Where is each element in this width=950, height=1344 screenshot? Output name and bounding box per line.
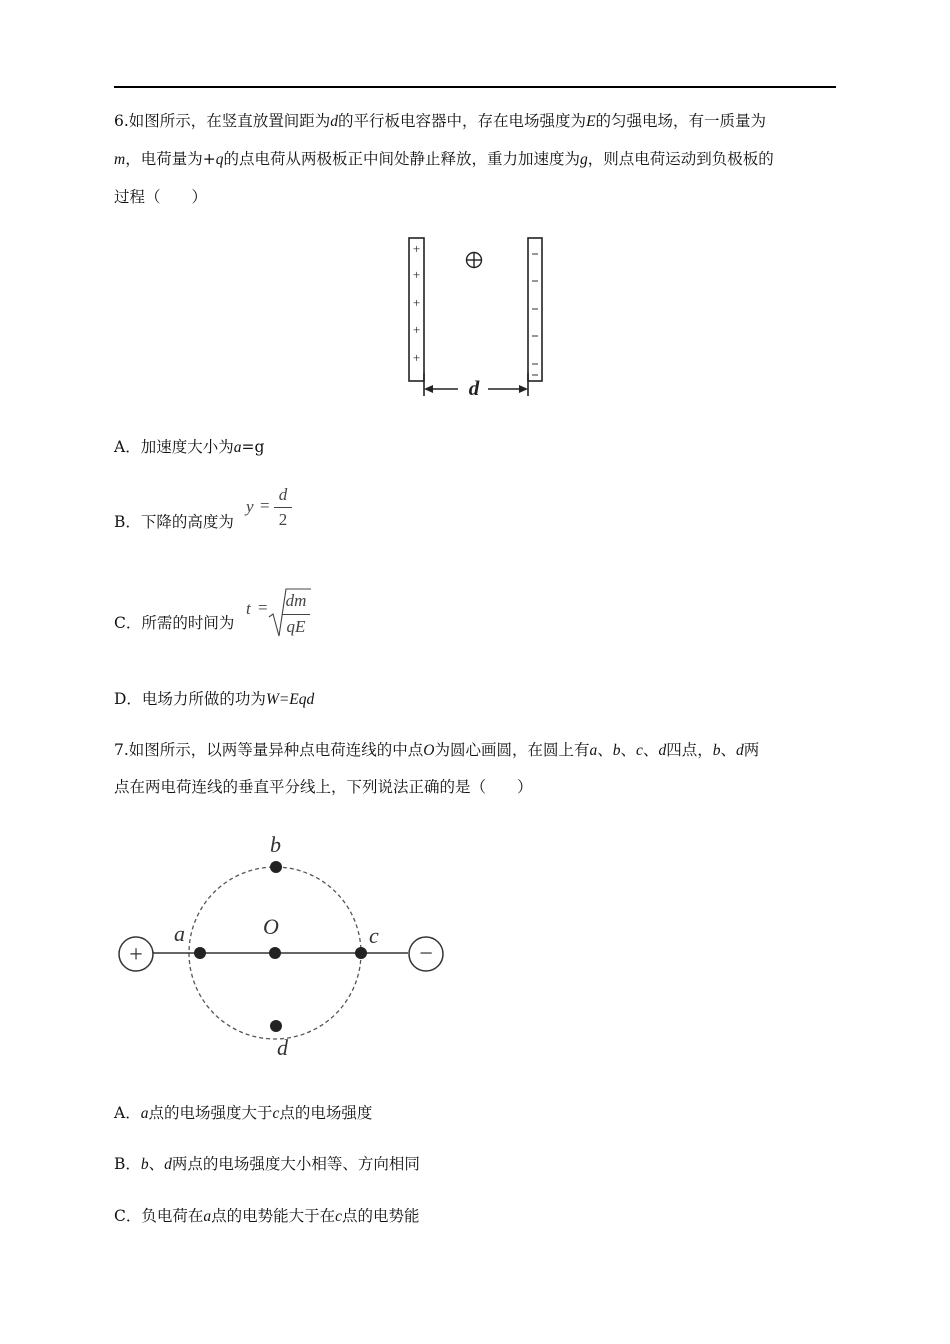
point-a xyxy=(194,947,206,959)
option-text: B． xyxy=(114,1155,141,1173)
q6-option-d xyxy=(114,689,314,710)
point-b xyxy=(270,861,282,873)
option-math: W=Eqd xyxy=(265,691,315,708)
q7-text: 点在两电荷连线的垂直平分线上，下列说法正确的是（ ） xyxy=(114,778,533,796)
var-a: a xyxy=(233,439,242,456)
point-d xyxy=(270,1020,282,1032)
option-text: 、 xyxy=(148,1155,165,1173)
b-denominator: 2 xyxy=(278,510,288,529)
q6-text: 6.如图所示，在竖直放置间距为 xyxy=(114,112,331,130)
q6-text: 的点电荷从两极板正中间处静止释放，重力加速度为 xyxy=(223,150,580,168)
option-text: A．加速度大小为 xyxy=(114,438,234,456)
point-O xyxy=(269,947,281,959)
positive-charge xyxy=(119,937,153,971)
label-d: d xyxy=(277,1035,288,1060)
q7-text: 、 xyxy=(620,741,637,759)
c-eq: = xyxy=(258,598,268,617)
option-text: 两点的电场强度大小相等、方向相同 xyxy=(171,1155,420,1173)
c-denominator: qE xyxy=(286,617,306,636)
q7-text: 7.如图所示，以两等量异种点电荷连线的中点 xyxy=(114,741,424,759)
option-text: B．下降的高度为 xyxy=(114,513,234,531)
label-b: b xyxy=(270,832,281,857)
var-d: d xyxy=(164,1156,172,1173)
var-c: c xyxy=(636,742,643,759)
capacitor-figure xyxy=(400,230,560,402)
option-text: D．电场力所做的功为 xyxy=(114,690,266,708)
var-a: a xyxy=(589,742,598,759)
var-O: O xyxy=(423,742,435,759)
var-d: d xyxy=(330,113,339,130)
c-lhs: t xyxy=(246,599,251,618)
dipole-circle-figure xyxy=(112,830,452,1062)
svg-text:+: + xyxy=(129,942,143,968)
q7-option-a xyxy=(114,1103,372,1124)
plus-sign: + xyxy=(412,241,421,256)
option-math: =g xyxy=(241,438,265,456)
q6-text: 的匀强电场，有一质量为 xyxy=(595,112,767,130)
q6-text: ，则点电荷运动到负极板的 xyxy=(587,150,774,168)
label-a: a xyxy=(174,921,185,946)
var-a: a xyxy=(203,1208,212,1225)
q6-stem-line1 xyxy=(114,111,766,132)
label-c: c xyxy=(369,923,379,948)
b-fraction-bar xyxy=(274,507,292,508)
q7-text: 两 xyxy=(743,741,760,759)
var-b: b xyxy=(712,742,721,759)
var-E: E xyxy=(586,113,596,130)
var-c: c xyxy=(335,1208,343,1225)
b-numerator: d xyxy=(278,485,288,504)
c-numerator: dm xyxy=(285,591,307,610)
q6-option-b xyxy=(114,512,234,532)
plus-sign: + xyxy=(412,295,421,310)
q7-option-c xyxy=(114,1206,420,1227)
q7-stem-line1 xyxy=(114,740,759,761)
q6-option-a xyxy=(114,437,264,458)
var-m: m xyxy=(114,151,126,168)
option-text: 点的电势能大于在 xyxy=(211,1207,336,1225)
negative-charge xyxy=(409,937,443,971)
var-g: g xyxy=(579,151,588,168)
var-d: d xyxy=(658,742,667,759)
var-b: b xyxy=(612,742,621,759)
var-c: c xyxy=(272,1105,280,1122)
q7-stem-line2 xyxy=(114,777,533,797)
q7-text: 、 xyxy=(642,741,659,759)
svg-text:−: − xyxy=(419,941,433,967)
b-lhs: y xyxy=(246,497,254,516)
option-text: 点的电场强度 xyxy=(279,1104,373,1122)
q7-text: 为圆心画圆，在圆上有 xyxy=(434,741,590,759)
q6-text: 过程（ ） xyxy=(114,188,208,206)
var-a: a xyxy=(140,1105,149,1122)
plus-sign: + xyxy=(412,322,421,337)
q7-text: 、 xyxy=(597,741,613,759)
var-d: d xyxy=(735,742,744,759)
var-q: q xyxy=(215,151,224,168)
q6-text: 的平行板电容器中，存在电场强度为 xyxy=(338,112,587,130)
point-c xyxy=(355,947,367,959)
q7-text: 四点， xyxy=(666,741,713,759)
option-text: 点的电场强度大于 xyxy=(148,1104,273,1122)
q7-text: 、 xyxy=(720,741,736,759)
q7-option-b xyxy=(114,1154,420,1175)
plus-sign: + xyxy=(412,267,421,282)
option-text: C．所需的时间为 xyxy=(114,614,235,632)
point-charge xyxy=(467,253,482,268)
c-fraction-bar xyxy=(282,614,310,615)
label-O: O xyxy=(263,914,279,939)
var-b: b xyxy=(140,1156,149,1173)
b-eq: = xyxy=(260,496,270,515)
q6-text: ，电荷量为+ xyxy=(125,150,216,168)
option-text: C．负电荷在 xyxy=(114,1207,204,1225)
q6-stem-line2 xyxy=(114,149,774,170)
plus-sign: + xyxy=(412,350,421,365)
gap-label: d xyxy=(468,376,480,400)
q6-stem-line3 xyxy=(114,187,207,207)
option-text: A． xyxy=(114,1104,141,1122)
option-text: 点的电势能 xyxy=(342,1207,420,1225)
q6-option-c xyxy=(114,613,234,633)
header-rule xyxy=(114,86,836,88)
